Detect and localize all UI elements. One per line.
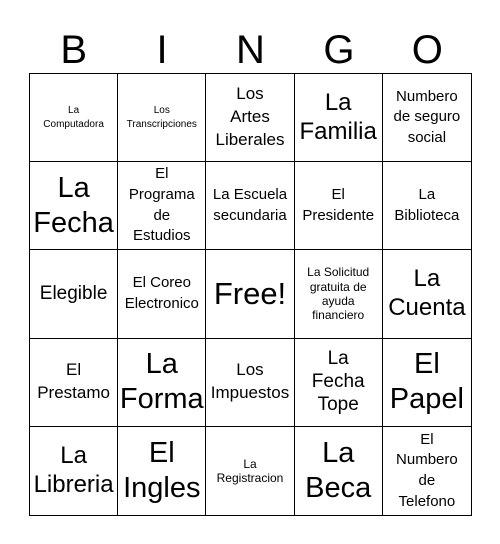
bingo-cell[interactable] (118, 250, 206, 338)
cell-text: La Fecha (33, 171, 114, 239)
bingo-cell[interactable] (206, 162, 294, 250)
cell-text: El Numbero de Telefono (396, 430, 458, 510)
cell-text: El Coreo Electronico (124, 274, 199, 312)
bingo-cell[interactable] (295, 162, 383, 250)
cell-text: El Presidente (302, 186, 375, 224)
cell-text: Numbero de seguro social (393, 87, 461, 146)
cell-text: El Ingles (123, 437, 201, 504)
cell-text: La Escuela secundaria (212, 186, 288, 224)
bingo-cell[interactable] (30, 339, 118, 427)
bingo-cell[interactable] (383, 427, 471, 515)
free-space[interactable] (206, 250, 294, 338)
bingo-cell[interactable] (383, 339, 471, 427)
header-letter-b: B (60, 28, 89, 72)
bingo-cell[interactable] (383, 162, 471, 250)
bingo-cell[interactable] (30, 427, 118, 515)
cell-text: La Solicitud gratuita de ayuda financiero (307, 265, 370, 323)
cell-text: Los Artes Liberales (215, 84, 285, 150)
bingo-cell[interactable] (206, 427, 294, 515)
cell-text: La Fecha Tope (311, 348, 365, 415)
header-letter-o: O (411, 28, 444, 72)
bingo-cell[interactable] (118, 339, 206, 427)
header-letter-i: I (156, 28, 169, 72)
cell-text: Los Impuestos (210, 360, 290, 403)
bingo-cell[interactable] (295, 250, 383, 338)
bingo-header (30, 26, 472, 74)
cell-text: El Programa de Estudios (128, 165, 195, 245)
header-letter-g: G (323, 28, 356, 72)
bingo-cell[interactable] (383, 74, 471, 162)
cell-text: El Prestamo (37, 360, 110, 403)
bingo-cell[interactable] (206, 74, 294, 162)
cell-text: La Libreria (33, 442, 114, 498)
cell-text: Free! (213, 275, 287, 311)
bingo-cell[interactable] (30, 74, 118, 162)
bingo-cell[interactable] (118, 427, 206, 515)
bingo-cell[interactable] (206, 339, 294, 427)
bingo-cell[interactable] (118, 162, 206, 250)
cell-text: La Beca (305, 437, 372, 504)
cell-text: La Computadora (43, 104, 104, 130)
bingo-cell[interactable] (295, 427, 383, 515)
cell-text: La Familia (299, 88, 377, 145)
header-letter-n: N (236, 28, 266, 72)
cell-text: La Forma (119, 348, 204, 416)
bingo-cell[interactable] (295, 74, 383, 162)
cell-text: Los Transcripciones (126, 104, 197, 130)
cell-text: La Biblioteca (394, 186, 460, 224)
cell-text: La Cuenta (388, 265, 466, 321)
cell-text: Elegible (39, 282, 108, 304)
bingo-cell[interactable] (295, 339, 383, 427)
bingo-cell[interactable] (30, 162, 118, 250)
cell-text: El Papel (389, 348, 464, 416)
cell-text: La Registracion (216, 456, 284, 485)
bingo-cell[interactable] (118, 74, 206, 162)
bingo-cell[interactable] (383, 250, 471, 338)
bingo-board (29, 73, 472, 516)
bingo-cell[interactable] (30, 250, 118, 338)
